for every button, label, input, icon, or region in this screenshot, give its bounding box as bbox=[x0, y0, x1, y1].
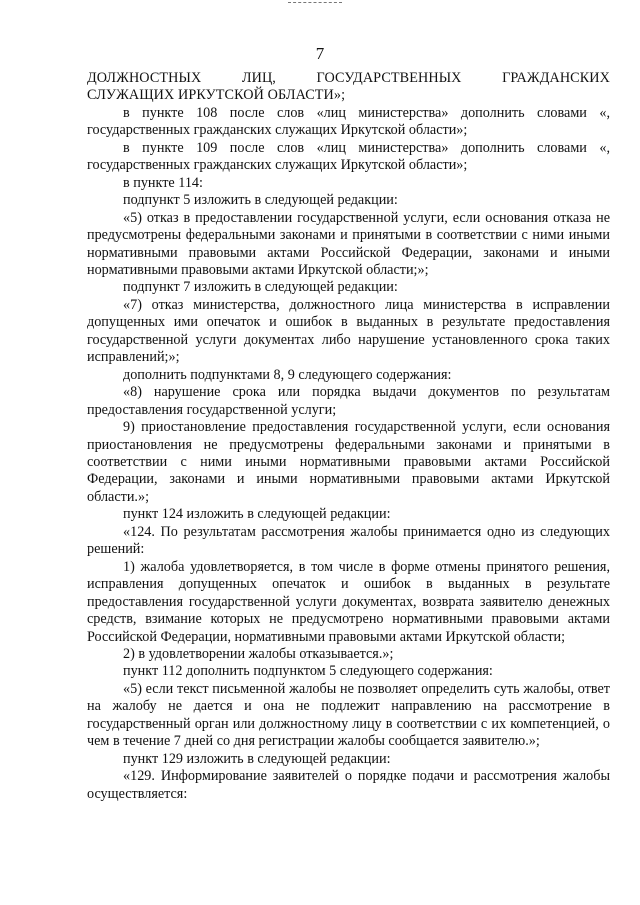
heading-word: ДОЛЖНОСТНЫХ bbox=[87, 70, 202, 86]
paragraph: пункт 124 изложить в следующей редакции: bbox=[123, 506, 391, 523]
scan-top-mark bbox=[288, 2, 342, 5]
page-number: 7 bbox=[315, 44, 325, 63]
paragraph: подпункт 7 изложить в следующей редакции: bbox=[123, 279, 398, 296]
paragraph: «5) отказ в предоставлении государственной услуги, если основания отказа не предусмотрены федеральными законами и принятыми в соответствии с ними иными нормативными правовыми актами Российской Федерации, законами и иными нормативными правовыми актами Иркутской области;»; bbox=[87, 209, 610, 278]
paragraph: «124. По результатам рассмотрения жалобы принимается одно из следующих решений: bbox=[87, 523, 610, 558]
paragraph: 9) приостановление предоставления государственной услуги, если основания приостановления не предусмотрены федеральными законами и принятыми в соответствии с ними иными нормативными правовыми актами Российской Федерации, законами и иными нормативными правовыми актами Иркутской области.»; bbox=[87, 419, 610, 505]
heading-continuation bbox=[87, 70, 610, 105]
paragraph: пункт 129 изложить в следующей редакции: bbox=[123, 750, 391, 767]
paragraph: «8) нарушение срока или порядка выдачи документов по результатам предоставления государственной услуги; bbox=[87, 384, 610, 418]
paragraph: пункт 112 дополнить подпунктом 5 следующего содержания: bbox=[123, 663, 493, 680]
paragraph: подпункт 5 изложить в следующей редакции: bbox=[123, 192, 398, 209]
paragraph: в пункте 109 после слов «лиц министерства» дополнить словами «, государственных гражданских служащих Иркутской области»; bbox=[87, 139, 610, 174]
heading-word: ЛИЦ, bbox=[241, 70, 276, 86]
paragraph: «7) отказ министерства, должностного лица министерства в исправлении допущенных ими опечаток и ошибок в выданных в результате предоставления государственной услуги документах либо нарушение установленного срока таких исправлений;»; bbox=[87, 296, 610, 366]
heading-word: ГРАЖДАНСКИХ bbox=[502, 70, 610, 86]
paragraph: дополнить подпунктами 8, 9 следующего содержания: bbox=[123, 366, 452, 383]
document-body bbox=[87, 70, 610, 803]
heading-line-1 bbox=[87, 70, 610, 87]
heading-word: ГОСУДАРСТВЕННЫХ bbox=[316, 70, 462, 86]
paragraph: «5) если текст письменной жалобы не позволяет определить суть жалобы, ответ на жалобу не дается и она не подлежит направлению на рассмотрение в государственный орган или должностному лицу в соответствии с их компетенцией, о чем в течение 7 дней со дня регистрации жалобы сообщается заявителю.»; bbox=[87, 680, 610, 750]
paragraph: в пункте 114: bbox=[123, 174, 203, 191]
paragraph: в пункте 108 после слов «лиц министерства» дополнить словами «, государственных гражданских служащих Иркутской области»; bbox=[87, 104, 610, 139]
paragraph: 1) жалоба удовлетворяется, в том числе в форме отмены принятого решения, исправления допущенных опечаток и ошибок в выданных в результате предоставления государственной услуги документах, возврата заявителю денежных средств, взимание которых не предусмотрено нормативными правовыми актами Российской Федерации, нормативными правовыми актами Иркутской области; bbox=[87, 558, 610, 645]
paragraph: 2) в удовлетворении жалобы отказывается.»; bbox=[123, 645, 394, 662]
heading-line-2: СЛУЖАЩИХ ИРКУТСКОЙ ОБЛАСТИ»; bbox=[87, 87, 346, 104]
paragraph: «129. Информирование заявителей о порядке подачи и рассмотрения жалобы осуществляется: bbox=[87, 768, 610, 802]
